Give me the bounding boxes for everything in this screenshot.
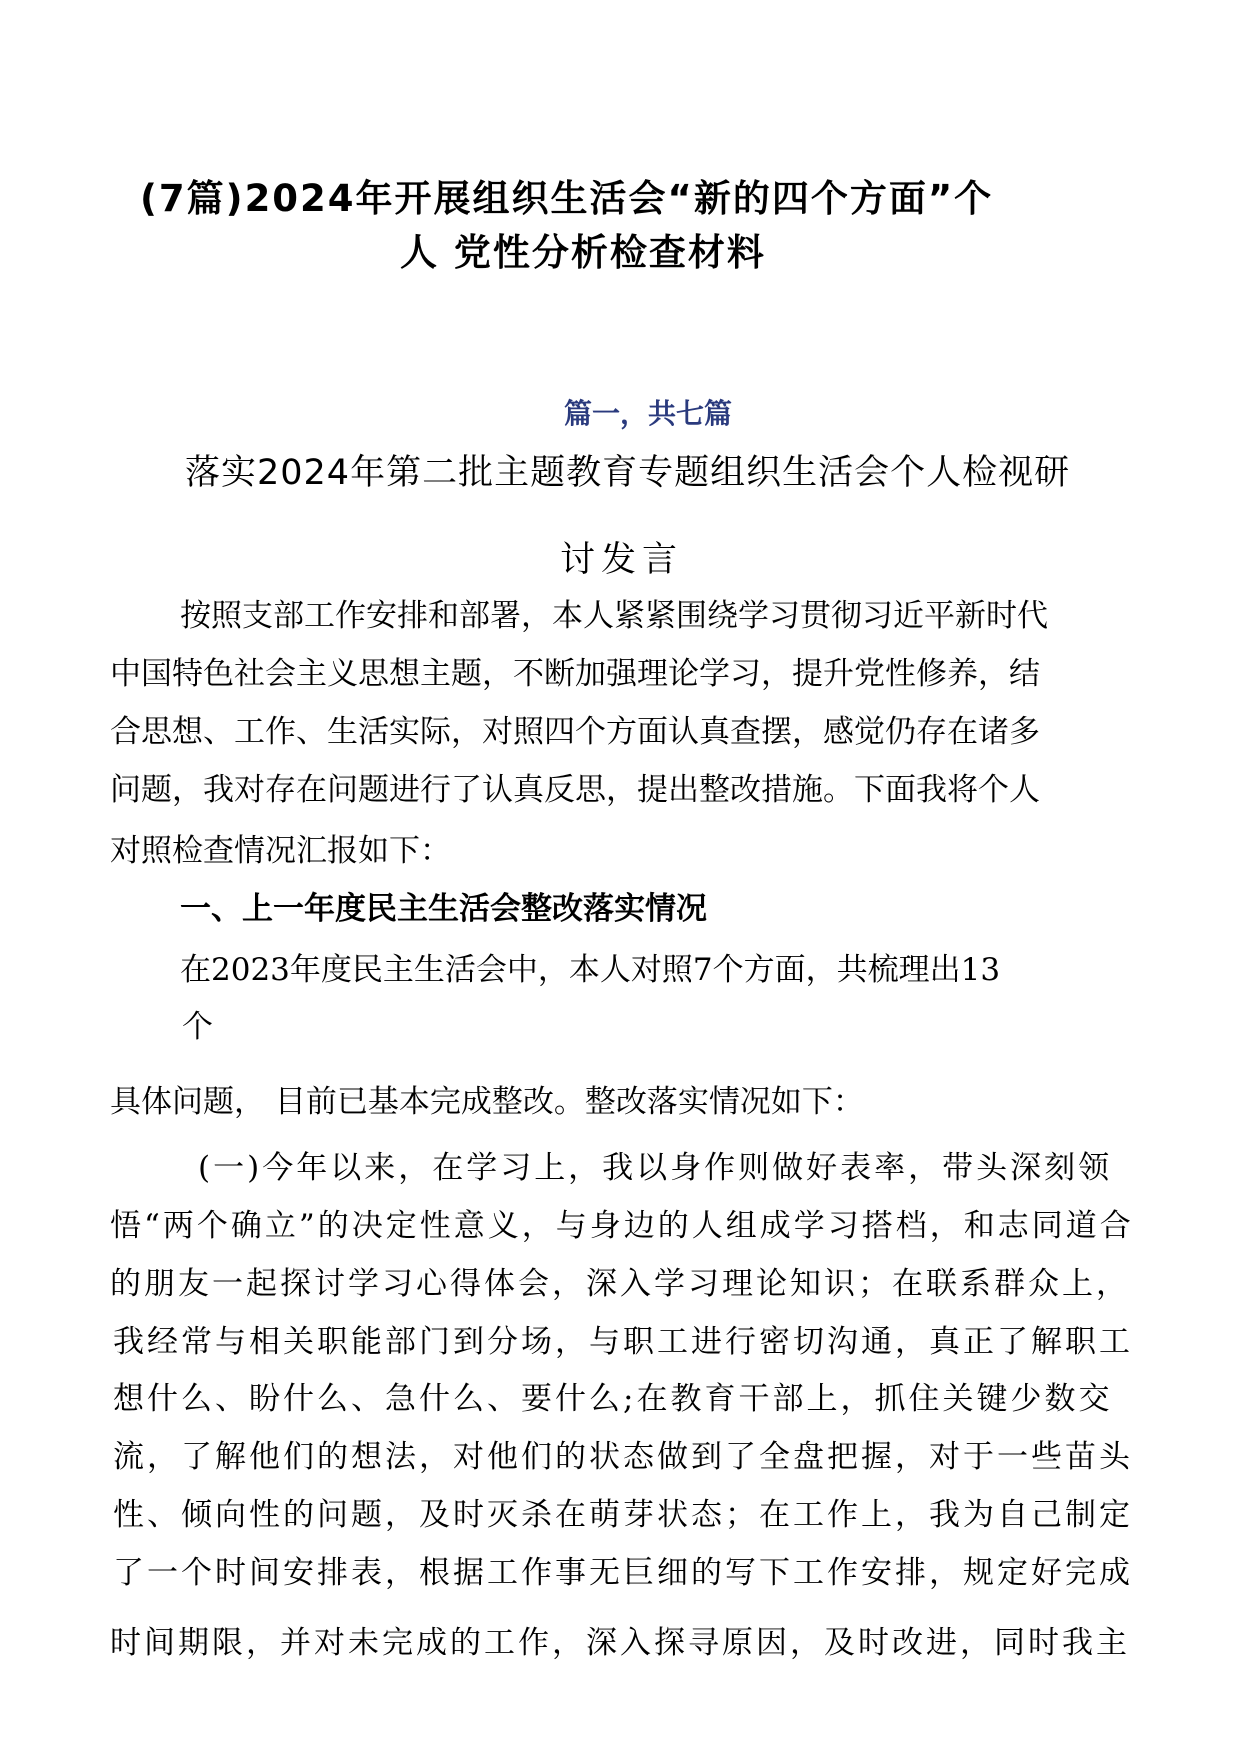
speech-title-line-1: 落实2024年第二批主题教育专题组织生活会个人检视研 (185, 453, 1071, 493)
detail-line-9: 时间期限，并对未完成的工作，深入探寻原因，及时改进，同时我主 (110, 1625, 1130, 1661)
detail-line-4: 我经常与相关职能部门到分场，与职工进行密切沟通，真正了解职工 (113, 1324, 1133, 1360)
intro-line-5: 对照检查情况汇报如下： (110, 833, 451, 869)
detail-line-7: 性、倾向性的问题，及时灭杀在萌芽状态；在工作上，我为自己制定 (113, 1497, 1133, 1533)
detail-line-1: (一)今年以来，在学习上，我以身作则做好表率，带头深刻领 (198, 1150, 1113, 1186)
detail-line-8: 了一个时间安排表，根据工作事无巨细的写下工作安排，规定好完成 (113, 1555, 1133, 1591)
document-title-line-2: 人 党性分析检查材料 (400, 231, 766, 274)
detail-line-2: 悟“两个确立”的决定性意义，与身边的人组成学习搭档，和志同道合 (110, 1208, 1134, 1244)
speech-title-line-2: 讨发言 (560, 540, 684, 580)
section-line-2: 个 (182, 1009, 213, 1045)
detail-line-6: 流，了解他们的想法，对他们的状态做到了全盘把握，对于一些苗头 (113, 1439, 1133, 1475)
detail-line-5: 想什么、盼什么、急什么、要什么;在教育干部上，抓住关键少数交 (113, 1381, 1113, 1417)
detail-line-3: 的朋友一起探讨学习心得体会，深入学习理论知识；在联系群众上， (110, 1266, 1130, 1302)
intro-line-1: 按照支部工作安排和部署，本人紧紧围绕学习贯彻习近平新时代 (180, 598, 1048, 634)
section-line-3: 具体问题， 目前已基本完成整改。整改落实情况如下： (110, 1084, 864, 1120)
section-line-1: 在2023年度民主生活会中，本人对照7个方面，共梳理出13 (180, 952, 1001, 988)
section-heading: 一、上一年度民主生活会整改落实情况 (180, 891, 707, 927)
intro-line-4: 问题，我对存在问题进行了认真反思，提出整改措施。下面我将个人 (110, 772, 1040, 808)
intro-line-3: 合思想、工作、生活实际，对照四个方面认真查摆，感觉仍存在诸多 (110, 714, 1040, 750)
chapter-label: 篇一，共七篇 (564, 397, 733, 430)
intro-line-2: 中国特色社会主义思想主题，不断加强理论学习，提升党性修养，结 (110, 656, 1040, 692)
document-title-line-1: (7篇)2024年开展组织生活会“新的四个方面”个 (140, 177, 994, 220)
